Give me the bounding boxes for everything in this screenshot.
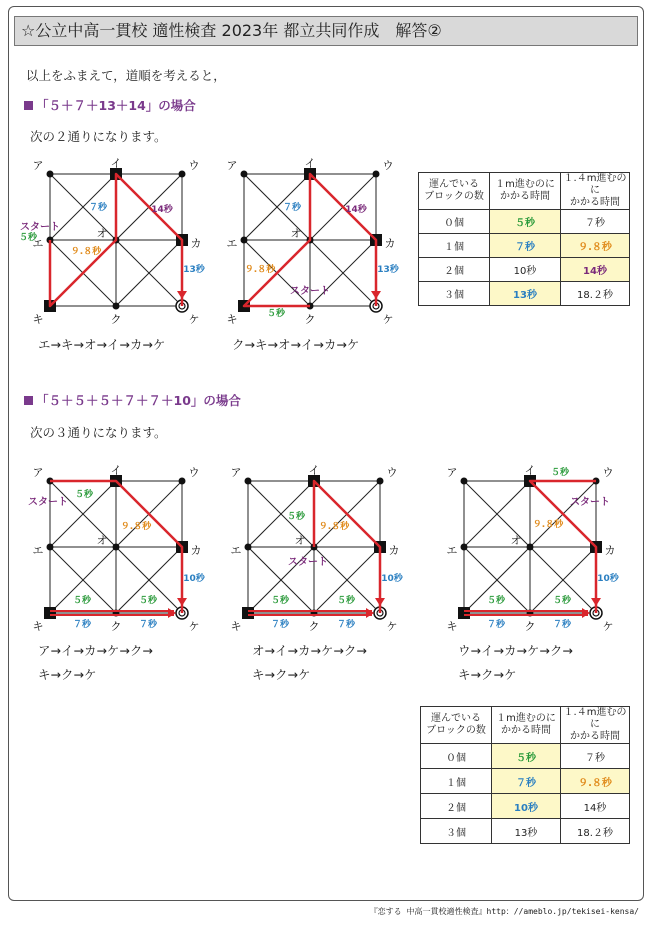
edge-label-5s: ５秒 [266,309,286,319]
table-cell: 14秒 [561,794,630,819]
edge-label-14s: 14秒 [345,205,367,215]
edge-label-10s: 10秒 [381,574,403,584]
edge-label-9.8s: ９.８秒 [120,522,152,532]
section2-note: 次の３通りになります。 [30,425,167,440]
node-dot [241,237,248,244]
node-label: カ [604,544,616,557]
block-marker [242,607,254,619]
table-cell: ２個 [419,258,490,282]
table-cell: ３個 [419,282,490,306]
node-label: ア [32,466,44,479]
table-cell: ２個 [421,794,492,819]
edge-label-7s: ７秒 [270,620,290,630]
edge-label-9.8s: ９.８秒 [244,265,276,275]
start-label: スタート [28,497,68,508]
start-label: スタート [20,222,60,233]
node-label: ア [32,159,44,172]
node-label: ク [110,620,122,633]
node-dot [47,544,54,551]
block-marker [44,607,56,619]
node-label: カ [384,237,396,250]
table-cell: 18.２秒 [561,819,630,844]
route-diagram-2a [20,457,210,632]
node-label: ク [304,313,316,326]
table-cell: ０個 [421,744,492,769]
node-label: ウ [188,466,200,479]
node-dot [461,544,468,551]
table-cell: １個 [421,769,492,794]
section1-heading [24,96,196,114]
route-arrowhead [168,608,176,618]
table2-header-1m: １m進むのに かかる時間 [492,707,561,744]
edge-label-5s: ５秒 [552,596,572,606]
edge-label-5s: ５秒 [270,596,290,606]
route-arrowhead [177,291,187,299]
route-2b-line1: オ→イ→カ→ケ→ク→ [252,643,367,658]
node-dot [47,171,54,178]
edge-label-10s: 10秒 [597,574,619,584]
node-label: エ [230,544,242,557]
table-cell: 14秒 [561,258,630,282]
table-row [419,234,630,258]
edge-label-5s: ５秒 [72,596,92,606]
table1-header-14m: １.４m進むのに かかる時間 [561,173,630,210]
route-arrowhead [582,608,590,618]
route-2c-line1: ウ→イ→カ→ケ→ク→ [458,643,573,658]
table-cell: 13秒 [492,819,561,844]
node-label: キ [446,620,458,633]
node-label: オ [96,227,108,240]
edge-label-9.8s: ９.８秒 [70,247,102,257]
route-arrowhead [371,291,381,299]
route-2c-line2: キ→ク→ケ [458,667,517,682]
node-label: キ [226,313,238,326]
node-label: カ [388,544,400,557]
edge-label-9.8s: ９.８秒 [318,522,350,532]
node-label: イ [524,464,536,477]
edge-label-7s: ７秒 [72,620,92,630]
table-row [421,744,630,769]
route-arrowhead [366,608,374,618]
table-cell: ９.８秒 [561,234,630,258]
node-label: カ [190,237,202,250]
edge-label-5s: ５秒 [486,596,506,606]
node-label: イ [304,157,316,170]
table-row [419,282,630,306]
node-label: ケ [386,620,398,633]
table-row [421,819,630,844]
node-label: キ [230,620,242,633]
node-label: カ [190,544,202,557]
node-dot [179,171,186,178]
node-label: ウ [386,466,398,479]
table-row [419,210,630,234]
edge-label-13s: 13秒 [183,265,205,275]
route-diagram-1a [20,150,210,325]
edge-label-7s: ７秒 [138,620,158,630]
table-cell: １個 [419,234,490,258]
table-cell: 18.２秒 [561,282,630,306]
edge-label-5s: ５秒 [550,468,570,478]
node-dot [245,544,252,551]
table-cell: 13秒 [490,282,561,306]
route-arrowhead [375,598,385,606]
table2-header-14m: １.４m進むのに かかる時間 [561,707,630,744]
table-row [419,258,630,282]
node-label: エ [32,544,44,557]
route-2a-line2: キ→ク→ケ [38,667,97,682]
node-dot [113,303,120,310]
edge-label-13s: 13秒 [377,265,399,275]
route-arrowhead [177,598,187,606]
block-marker [458,607,470,619]
table-row [421,769,630,794]
node-label: エ [32,237,44,250]
node-label: ク [110,313,122,326]
node-dot [373,171,380,178]
route-2a-line1: ア→イ→カ→ケ→ク→ [38,643,153,658]
node-dot [245,478,252,485]
node-label: イ [110,157,122,170]
table-cell: ７秒 [561,210,630,234]
node-label: オ [290,227,302,240]
start-label: スタート [290,286,330,297]
table-row [421,794,630,819]
node-label: オ [510,534,522,547]
node-dot [527,544,534,551]
section2-heading-text: 「５＋５＋５＋７＋７＋10」の場合 [36,393,241,408]
edge-label-14s: 14秒 [151,205,173,215]
start-label: スタート [288,557,328,568]
node-label: ケ [602,620,614,633]
table-cell: 10秒 [492,794,561,819]
node-label: イ [110,464,122,477]
footer-credit: 『恋する 中高一貫校適性検査』http：//ameblo.jp/tekisei-kensa/ [369,907,639,916]
speed-table-1 [418,172,630,306]
table-cell: ７秒 [490,234,561,258]
route-1b: ク→キ→オ→イ→カ→ケ [232,337,360,352]
section2-heading [24,391,241,409]
start-label: スタート [570,497,610,508]
edge-label-7s: ７秒 [336,620,356,630]
edge-label-10s: 10秒 [183,574,205,584]
route-diagram-2b [218,457,408,632]
edge-label-5s: ５秒 [74,490,94,500]
node-label: ケ [382,313,394,326]
node-label: ク [308,620,320,633]
table-cell: ３個 [421,819,492,844]
edge-label-7s: ７秒 [88,203,108,213]
node-label: イ [308,464,320,477]
node-label: エ [446,544,458,557]
edge-label-5s: ５秒 [18,233,38,243]
route-arrowhead [591,598,601,606]
route-2b-line2: キ→ク→ケ [252,667,311,682]
table-cell: ５秒 [492,744,561,769]
table-cell: ９.８秒 [561,769,630,794]
node-label: オ [96,534,108,547]
edge-label-7s: ７秒 [552,620,572,630]
table-cell: ７秒 [561,744,630,769]
square-bullet-icon [24,101,33,110]
node-dot [179,478,186,485]
edge-label-5s: ５秒 [138,596,158,606]
edge-label-9.8s: ９.８秒 [532,520,564,530]
table2-header-count: 運んでいる ブロックの数 [421,707,492,744]
node-dot [113,544,120,551]
intro-text: 以上をふまえて，道順を考えると， [26,68,226,83]
node-label: オ [294,534,306,547]
node-dot [377,478,384,485]
node-label: ウ [602,466,614,479]
node-label: ア [446,466,458,479]
table1-header-1m: １m進むのに かかる時間 [490,173,561,210]
table-cell: 10秒 [490,258,561,282]
edge-label-7s: ７秒 [282,203,302,213]
table-cell: ５秒 [490,210,561,234]
speed-table-2 [420,706,630,844]
section1-heading-text: 「５＋７＋13＋14」の場合 [36,98,196,113]
route-diagram-2c [434,457,624,632]
route-diagram-1b [214,150,404,325]
node-label: ア [230,466,242,479]
section1-note: 次の２通りになります。 [30,129,167,144]
node-label: ウ [188,159,200,172]
square-bullet-icon [24,396,33,405]
node-label: ケ [188,313,200,326]
page-title: ☆公立中高一貫校 適性検査 2023年 都立共同作成 解答② [14,16,638,46]
node-label: エ [226,237,238,250]
route-1a: エ→キ→オ→イ→カ→ケ [38,337,166,352]
edge-label-5s: ５秒 [336,596,356,606]
edge-label-5s: ５秒 [286,512,306,522]
node-label: ケ [188,620,200,633]
node-dot [241,171,248,178]
node-label: ア [226,159,238,172]
edge-label-7s: ７秒 [486,620,506,630]
node-label: ク [524,620,536,633]
node-label: キ [32,620,44,633]
node-label: ウ [382,159,394,172]
node-dot [461,478,468,485]
table-cell: ７秒 [492,769,561,794]
table-cell: ０個 [419,210,490,234]
table1-header-count: 運んでいる ブロックの数 [419,173,490,210]
node-label: キ [32,313,44,326]
